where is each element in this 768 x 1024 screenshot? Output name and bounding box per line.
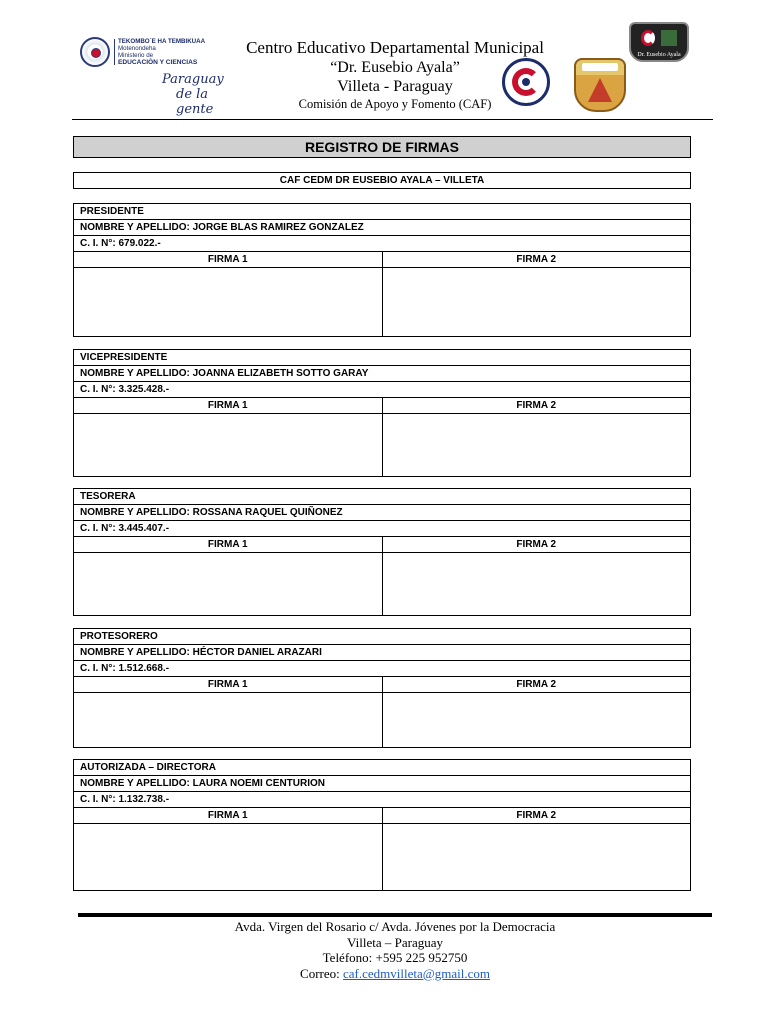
firma-2-label: FIRMA 2 — [516, 400, 557, 411]
footer-city: Villeta – Paraguay — [347, 934, 443, 950]
firma-1-label: FIRMA 1 — [74, 537, 383, 552]
institution-city: Villeta - Paraguay — [337, 78, 453, 95]
institution-subtitle: “Dr. Eusebio Ayala” — [330, 59, 460, 76]
signature-block — [73, 203, 691, 337]
signature-block — [73, 759, 691, 891]
signature-header — [74, 677, 690, 693]
signature-header — [74, 252, 690, 268]
header-divider — [72, 119, 713, 120]
firma-1-box[interactable] — [74, 268, 383, 336]
logo-divider — [114, 39, 115, 65]
role-row: AUTORIZADA – DIRECTORA — [74, 760, 690, 776]
firma-1-label: FIRMA 1 — [74, 677, 383, 692]
firma-2-label: FIRMA 2 — [516, 810, 557, 821]
firma-1-label: FIRMA 1 — [74, 398, 383, 413]
school-emblem-icon — [502, 58, 550, 106]
firma-1-box[interactable] — [74, 693, 383, 747]
ci-row: C. I. N°: 1.132.738.- — [74, 792, 690, 808]
school-shield-label: Dr. Eusebio Ayala — [637, 52, 681, 58]
footer-email-line — [150, 966, 640, 982]
footer-email-link[interactable]: caf.cedmvilleta@gmail.com — [343, 965, 490, 981]
signature-header — [74, 398, 690, 414]
role-row: PRESIDENTE — [74, 204, 690, 220]
signature-block — [73, 349, 691, 477]
firma-1-label: FIRMA 1 — [74, 808, 383, 823]
footer-address: Avda. Virgen del Rosario c/ Avda. Jóvenes por la Democracia — [234, 919, 556, 934]
ministry-logo-line4: EDUCACIÓN Y CIENCIAS — [118, 59, 198, 66]
signature-area — [74, 693, 690, 747]
firma-2-box[interactable] — [383, 693, 691, 747]
firma-1-label: FIRMA 1 — [74, 252, 383, 267]
firma-1-box[interactable] — [74, 824, 383, 890]
ministry-logo — [80, 37, 220, 67]
signature-header — [74, 808, 690, 824]
organization-bar: CAF CEDM DR EUSEBIO AYALA – VILLETA — [73, 172, 691, 189]
ministry-logo-line3: Ministerio de — [118, 52, 154, 59]
name-row: NOMBRE Y APELLIDO: ROSSANA RAQUEL QUIÑONEZ — [74, 505, 690, 521]
signature-header — [74, 537, 690, 553]
firma-1-box[interactable] — [74, 553, 383, 615]
role-row: VICEPRESIDENTE — [74, 350, 690, 366]
institution-commission: Comisión de Apoyo y Fomento (CAF) — [298, 97, 492, 111]
footer-email-label: Correo: — [300, 965, 343, 981]
footer — [150, 919, 640, 981]
firma-2-box[interactable] — [383, 824, 691, 890]
ci-row: C. I. N°: 3.445.407.- — [74, 521, 690, 537]
footer-divider — [78, 913, 712, 917]
firma-2-box[interactable] — [383, 414, 691, 476]
ci-row: C. I. N°: 679.022.- — [74, 236, 690, 252]
footer-phone: Teléfono: +595 225 952750 — [322, 950, 468, 965]
signature-block — [73, 488, 691, 616]
name-row: NOMBRE Y APELLIDO: JORGE BLAS RAMIREZ GONZALEZ — [74, 220, 690, 236]
role-row: TESORERA — [74, 489, 690, 505]
ministry-logo-line2: Motenondeha — [118, 45, 156, 52]
paraguay-seal-icon — [80, 37, 110, 67]
firma-2-box[interactable] — [383, 268, 691, 336]
firma-2-label: FIRMA 2 — [516, 539, 557, 550]
firma-2-box[interactable] — [383, 553, 691, 615]
name-row: NOMBRE Y APELLIDO: JOANNA ELIZABETH SOTTO GARAY — [74, 366, 690, 382]
ci-row: C. I. N°: 3.325.428.- — [74, 382, 690, 398]
ministry-logo-line1: TEKOMBO´E HA TEMBIKUAA — [118, 38, 206, 45]
ministry-logo-text — [118, 38, 205, 66]
form-title: REGISTRO DE FIRMAS — [73, 136, 691, 158]
signature-area — [74, 553, 690, 615]
signature-area — [74, 824, 690, 890]
slogan-line1: Paraguay — [162, 72, 224, 87]
signature-area — [74, 414, 690, 476]
institution-title: Centro Educativo Departamental Municipal — [246, 38, 544, 57]
name-row: NOMBRE Y APELLIDO: LAURA NOEMI CENTURION — [74, 776, 690, 792]
ci-row: C. I. N°: 1.512.668.- — [74, 661, 690, 677]
firma-1-box[interactable] — [74, 414, 383, 476]
name-row: NOMBRE Y APELLIDO: HÉCTOR DANIEL ARAZARI — [74, 645, 690, 661]
firma-2-label: FIRMA 2 — [516, 254, 557, 265]
signature-block — [73, 628, 691, 748]
slogan-line2: de la gente — [176, 87, 214, 117]
role-row: PROTESORERO — [74, 629, 690, 645]
firma-2-label: FIRMA 2 — [516, 679, 557, 690]
municipal-crest-icon — [574, 58, 626, 112]
signature-area — [74, 268, 690, 336]
